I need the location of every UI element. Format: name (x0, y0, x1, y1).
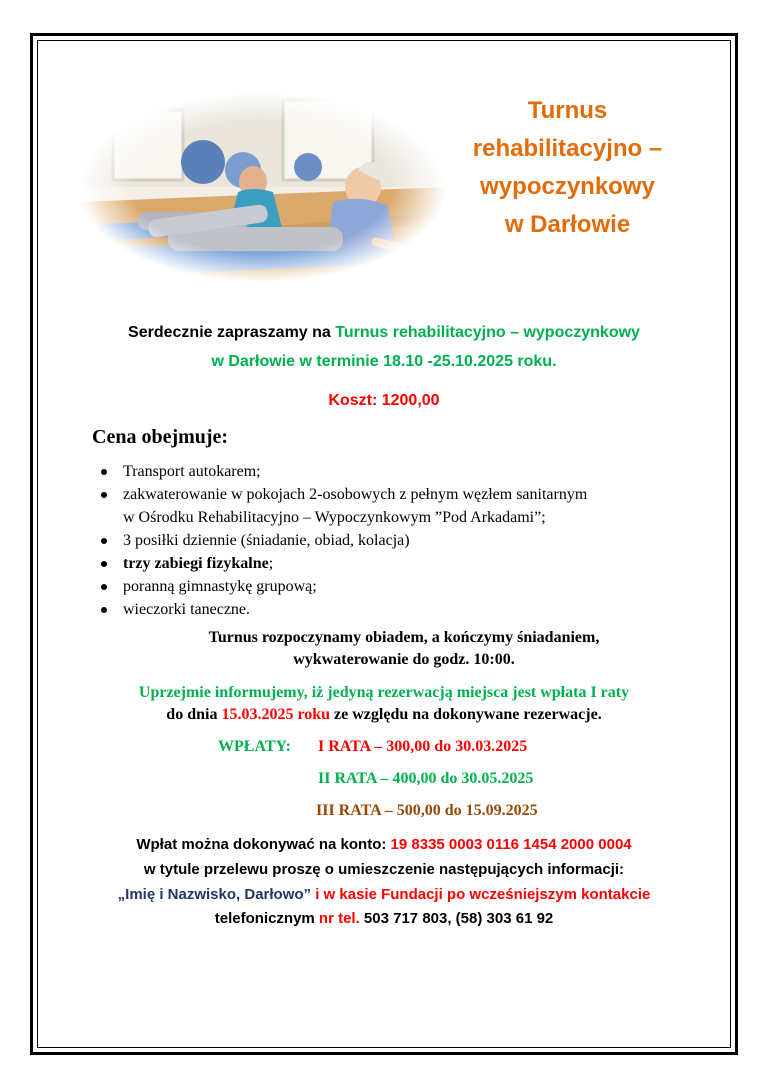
invite-line-2: w Darłowie w terminie 18.10 -25.10.2025 roku. (211, 353, 557, 370)
list-item (98, 529, 587, 552)
list-item-text: wieczorki taneczne. (123, 601, 251, 618)
list-item-bold: trzy zabiegi fizykalne (123, 555, 269, 572)
payment-rata-1: I RATA – 300,00 do 30.03.2025 (318, 738, 528, 755)
reservation-text-c: ze względu na dokonywane rezerwacje. (330, 706, 602, 723)
bullet-icon (101, 538, 107, 544)
phone-intro: telefonicznym (214, 910, 319, 927)
list-item (98, 552, 587, 575)
transfer-title: „Imię i Nazwisko, Darłowo” (117, 886, 312, 903)
reservation-line-1: Uprzejmie informujemy, iż jedyną rezerwacją miejsca jest wpłata I raty (138, 684, 630, 701)
exercise-photo (78, 92, 446, 282)
includes-list (98, 460, 587, 621)
list-item (98, 598, 587, 621)
account-line-2: w tytule przelewu proszę o umieszczenie następujących informacji: (143, 861, 625, 878)
payment-rata-3: III RATA – 500,00 do 15.09.2025 (316, 802, 538, 819)
list-item-text: ; (268, 555, 274, 572)
reservation-date: 15.03.2025 roku (221, 706, 331, 723)
list-item (98, 483, 587, 529)
title-line-1: Turnus (527, 97, 608, 124)
cost-label: Koszt: 1200,00 (328, 392, 440, 409)
bullet-icon (101, 607, 107, 613)
schedule-line-2: wykwaterowanie do godz. 10:00. (293, 651, 515, 668)
payments-label: WPŁATY: (218, 738, 291, 755)
invite-turnus: Turnus rehabilitacyjno – wypoczynkowy (335, 324, 640, 341)
phone-label: nr tel. (318, 910, 360, 927)
reservation-text-a: do dnia (166, 706, 222, 723)
bullet-icon (101, 492, 107, 498)
page-title (455, 92, 680, 244)
list-item-text: Transport autokarem; (123, 463, 261, 480)
bullet-icon (101, 584, 107, 590)
invite-line-1 (40, 324, 728, 342)
account-intro: Wpłat można dokonywać na konto: (136, 836, 391, 853)
list-item (98, 575, 587, 598)
fundacja-text: i w kasie Fundacji po wcześniejszym kontakcie (311, 886, 651, 903)
account-line-1 (40, 836, 728, 853)
invite-intro: Serdecznie zapraszamy na (128, 324, 336, 341)
bullet-icon (101, 469, 107, 475)
reservation-line-2 (40, 706, 728, 724)
title-line-2: rehabilitacyjno – (472, 135, 663, 162)
list-item (98, 460, 587, 483)
title-line-3: wypoczynkowy (480, 173, 655, 200)
list-item-text: zakwaterowanie w pokojach 2-osobowych z pełnym węzłem sanitarnym (123, 486, 588, 503)
list-item-text: 3 posiłki dziennie (śniadanie, obiad, kolacja) (123, 532, 410, 549)
account-line-4 (40, 910, 728, 927)
list-item-text: poranną gimnastykę grupową; (123, 578, 317, 595)
title-line-4: w Darłowie (504, 211, 631, 238)
schedule-line-1: Turnus rozpoczynamy obiadem, a kończymy śniadaniem, (208, 629, 600, 646)
list-item-continuation: w Ośrodku Rehabilitacyjno – Wypoczynkowym ”Pod Arkadami”; (123, 509, 546, 526)
account-number: 19 8335 0003 0116 1454 2000 0004 (390, 836, 632, 853)
includes-heading: Cena obejmuje: (92, 426, 229, 448)
account-line-3 (40, 886, 728, 903)
payment-rata-2: II RATA – 400,00 do 30.05.2025 (318, 770, 534, 787)
phone-numbers: 503 717 803, (58) 303 61 92 (359, 910, 554, 927)
bullet-icon (101, 561, 107, 567)
